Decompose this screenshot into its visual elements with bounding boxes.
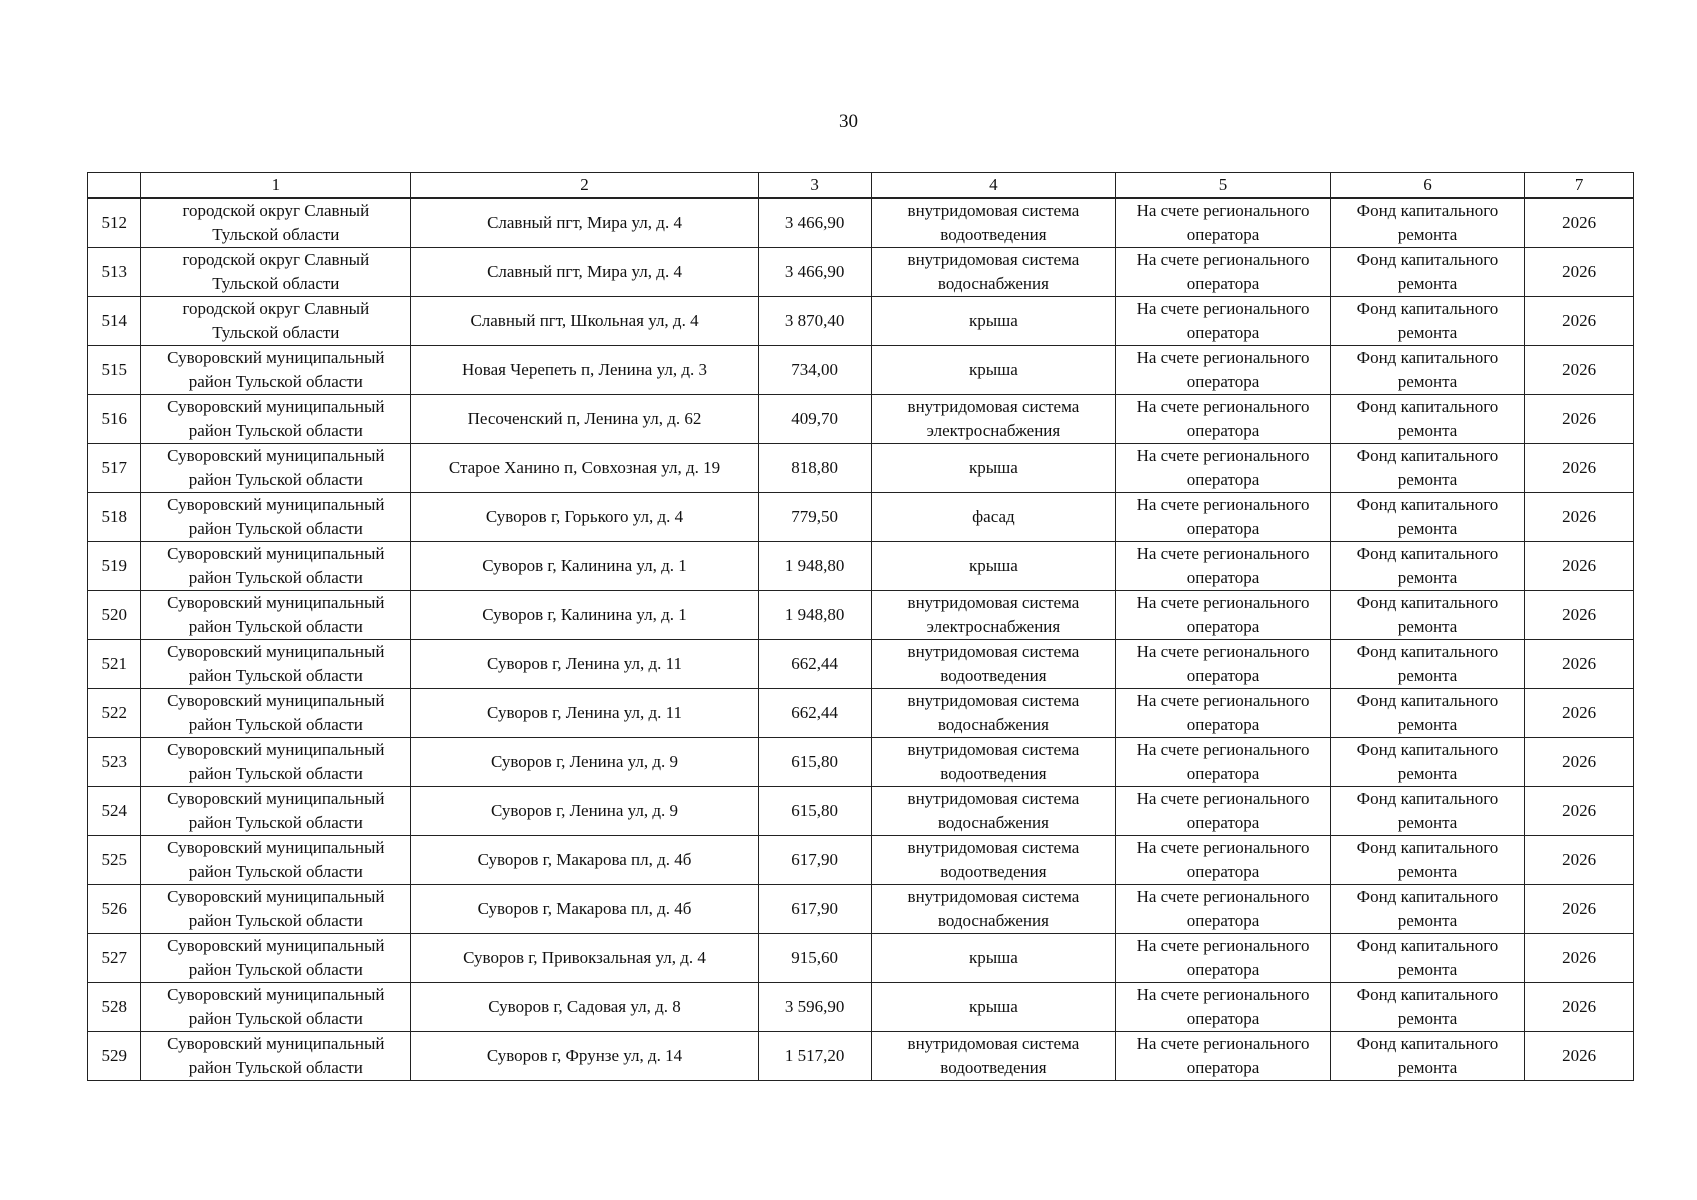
funding-source-cell: Фонд капитального ремонта: [1330, 591, 1524, 640]
work-type-cell: крыша: [871, 983, 1116, 1032]
area-cell: 615,80: [758, 738, 871, 787]
area-cell: 3 870,40: [758, 297, 871, 346]
funding-source-cell: Фонд капитального ремонта: [1330, 689, 1524, 738]
funding-source-cell: Фонд капитального ремонта: [1330, 836, 1524, 885]
address-cell: Суворов г, Ленина ул, д. 9: [411, 787, 758, 836]
work-type-cell: крыша: [871, 346, 1116, 395]
table-row: [88, 444, 1634, 493]
table-row: [88, 689, 1634, 738]
fund-account-cell: На счете регионального оператора: [1116, 591, 1331, 640]
area-cell: 1 517,20: [758, 1032, 871, 1081]
year-cell: 2026: [1525, 297, 1634, 346]
table-body: [88, 198, 1634, 1081]
table-row: [88, 640, 1634, 689]
header-cell-1: 1: [141, 173, 411, 199]
fund-account-cell: На счете регионального оператора: [1116, 836, 1331, 885]
header-cell-4: 4: [871, 173, 1116, 199]
row-number-cell: 518: [88, 493, 141, 542]
funding-source-cell: Фонд капитального ремонта: [1330, 1032, 1524, 1081]
fund-account-cell: На счете регионального оператора: [1116, 983, 1331, 1032]
area-cell: 915,60: [758, 934, 871, 983]
municipality-cell: городской округ Славный Тульской области: [141, 297, 411, 346]
capital-repair-table: [87, 172, 1634, 1081]
work-type-cell: крыша: [871, 542, 1116, 591]
fund-account-cell: На счете регионального оператора: [1116, 395, 1331, 444]
table-header-row: [88, 173, 1634, 199]
municipality-cell: Суворовский муниципальный район Тульской области: [141, 346, 411, 395]
row-number-cell: 526: [88, 885, 141, 934]
row-number-cell: 515: [88, 346, 141, 395]
fund-account-cell: На счете регионального оператора: [1116, 1032, 1331, 1081]
address-cell: Славный пгт, Мира ул, д. 4: [411, 248, 758, 297]
work-type-cell: внутридомовая система водоснабжения: [871, 787, 1116, 836]
work-type-cell: внутридомовая система электроснабжения: [871, 395, 1116, 444]
work-type-cell: крыша: [871, 297, 1116, 346]
fund-account-cell: На счете регионального оператора: [1116, 689, 1331, 738]
table-row: [88, 346, 1634, 395]
funding-source-cell: Фонд капитального ремонта: [1330, 542, 1524, 591]
table-row: [88, 591, 1634, 640]
row-number-cell: 529: [88, 1032, 141, 1081]
municipality-cell: Суворовский муниципальный район Тульской области: [141, 395, 411, 444]
row-number-cell: 522: [88, 689, 141, 738]
work-type-cell: фасад: [871, 493, 1116, 542]
row-number-cell: 525: [88, 836, 141, 885]
fund-account-cell: На счете регионального оператора: [1116, 787, 1331, 836]
area-cell: 1 948,80: [758, 591, 871, 640]
row-number-cell: 512: [88, 198, 141, 248]
address-cell: Суворов г, Макарова пл, д. 4б: [411, 885, 758, 934]
header-cell-3: 3: [758, 173, 871, 199]
fund-account-cell: На счете регионального оператора: [1116, 493, 1331, 542]
row-number-cell: 524: [88, 787, 141, 836]
year-cell: 2026: [1525, 346, 1634, 395]
header-cell-2: 2: [411, 173, 758, 199]
funding-source-cell: Фонд капитального ремонта: [1330, 787, 1524, 836]
address-cell: Песоченский п, Ленина ул, д. 62: [411, 395, 758, 444]
area-cell: 3 466,90: [758, 198, 871, 248]
fund-account-cell: На счете регионального оператора: [1116, 542, 1331, 591]
year-cell: 2026: [1525, 738, 1634, 787]
fund-account-cell: На счете регионального оператора: [1116, 885, 1331, 934]
table-row: [88, 198, 1634, 248]
funding-source-cell: Фонд капитального ремонта: [1330, 395, 1524, 444]
table-row: [88, 542, 1634, 591]
municipality-cell: Суворовский муниципальный район Тульской области: [141, 542, 411, 591]
fund-account-cell: На счете регионального оператора: [1116, 248, 1331, 297]
table-row: [88, 297, 1634, 346]
fund-account-cell: На счете регионального оператора: [1116, 346, 1331, 395]
area-cell: 3 596,90: [758, 983, 871, 1032]
row-number-cell: 520: [88, 591, 141, 640]
funding-source-cell: Фонд капитального ремонта: [1330, 934, 1524, 983]
funding-source-cell: Фонд капитального ремонта: [1330, 444, 1524, 493]
year-cell: 2026: [1525, 198, 1634, 248]
area-cell: 818,80: [758, 444, 871, 493]
address-cell: Суворов г, Горького ул, д. 4: [411, 493, 758, 542]
funding-source-cell: Фонд капитального ремонта: [1330, 346, 1524, 395]
year-cell: 2026: [1525, 640, 1634, 689]
work-type-cell: внутридомовая система электроснабжения: [871, 591, 1116, 640]
table-row: [88, 836, 1634, 885]
table-row: [88, 493, 1634, 542]
year-cell: 2026: [1525, 885, 1634, 934]
work-type-cell: внутридомовая система водоотведения: [871, 836, 1116, 885]
municipality-cell: городской округ Славный Тульской области: [141, 248, 411, 297]
page-number: 30: [839, 111, 858, 132]
address-cell: Суворов г, Привокзальная ул, д. 4: [411, 934, 758, 983]
table-row: [88, 787, 1634, 836]
year-cell: 2026: [1525, 983, 1634, 1032]
area-cell: 662,44: [758, 689, 871, 738]
address-cell: Славный пгт, Мира ул, д. 4: [411, 198, 758, 248]
year-cell: 2026: [1525, 1032, 1634, 1081]
address-cell: Суворов г, Ленина ул, д. 9: [411, 738, 758, 787]
year-cell: 2026: [1525, 934, 1634, 983]
fund-account-cell: На счете регионального оператора: [1116, 738, 1331, 787]
funding-source-cell: Фонд капитального ремонта: [1330, 983, 1524, 1032]
table-row: [88, 934, 1634, 983]
address-cell: Славный пгт, Школьная ул, д. 4: [411, 297, 758, 346]
row-number-cell: 528: [88, 983, 141, 1032]
row-number-cell: 516: [88, 395, 141, 444]
fund-account-cell: На счете регионального оператора: [1116, 297, 1331, 346]
header-cell-6: 6: [1330, 173, 1524, 199]
address-cell: Суворов г, Садовая ул, д. 8: [411, 983, 758, 1032]
table-row: [88, 885, 1634, 934]
year-cell: 2026: [1525, 542, 1634, 591]
area-cell: 617,90: [758, 885, 871, 934]
municipality-cell: Суворовский муниципальный район Тульской области: [141, 787, 411, 836]
work-type-cell: внутридомовая система водоотведения: [871, 198, 1116, 248]
year-cell: 2026: [1525, 787, 1634, 836]
work-type-cell: внутридомовая система водоснабжения: [871, 885, 1116, 934]
area-cell: 662,44: [758, 640, 871, 689]
funding-source-cell: Фонд капитального ремонта: [1330, 738, 1524, 787]
row-number-cell: 521: [88, 640, 141, 689]
municipality-cell: Суворовский муниципальный район Тульской области: [141, 640, 411, 689]
address-cell: Суворов г, Ленина ул, д. 11: [411, 689, 758, 738]
table-row: [88, 395, 1634, 444]
funding-source-cell: Фонд капитального ремонта: [1330, 198, 1524, 248]
municipality-cell: Суворовский муниципальный район Тульской области: [141, 738, 411, 787]
row-number-cell: 514: [88, 297, 141, 346]
municipality-cell: Суворовский муниципальный район Тульской области: [141, 983, 411, 1032]
address-cell: Суворов г, Калинина ул, д. 1: [411, 591, 758, 640]
year-cell: 2026: [1525, 836, 1634, 885]
municipality-cell: Суворовский муниципальный район Тульской области: [141, 836, 411, 885]
work-type-cell: внутридомовая система водоснабжения: [871, 689, 1116, 738]
address-cell: Суворов г, Ленина ул, д. 11: [411, 640, 758, 689]
area-cell: 734,00: [758, 346, 871, 395]
municipality-cell: Суворовский муниципальный район Тульской области: [141, 689, 411, 738]
fund-account-cell: На счете регионального оператора: [1116, 934, 1331, 983]
table-row: [88, 1032, 1634, 1081]
address-cell: Суворов г, Калинина ул, д. 1: [411, 542, 758, 591]
municipality-cell: Суворовский муниципальный район Тульской области: [141, 493, 411, 542]
row-number-cell: 517: [88, 444, 141, 493]
municipality-cell: городской округ Славный Тульской области: [141, 198, 411, 248]
area-cell: 1 948,80: [758, 542, 871, 591]
address-cell: Новая Черепеть п, Ленина ул, д. 3: [411, 346, 758, 395]
area-cell: 615,80: [758, 787, 871, 836]
municipality-cell: Суворовский муниципальный район Тульской области: [141, 934, 411, 983]
work-type-cell: внутридомовая система водоотведения: [871, 738, 1116, 787]
row-number-cell: 523: [88, 738, 141, 787]
row-number-cell: 513: [88, 248, 141, 297]
fund-account-cell: На счете регионального оператора: [1116, 198, 1331, 248]
row-number-cell: 519: [88, 542, 141, 591]
year-cell: 2026: [1525, 493, 1634, 542]
funding-source-cell: Фонд капитального ремонта: [1330, 493, 1524, 542]
year-cell: 2026: [1525, 395, 1634, 444]
year-cell: 2026: [1525, 444, 1634, 493]
work-type-cell: внутридомовая система водоотведения: [871, 640, 1116, 689]
table-row: [88, 983, 1634, 1032]
year-cell: 2026: [1525, 248, 1634, 297]
work-type-cell: крыша: [871, 934, 1116, 983]
header-cell-row-number: [88, 173, 141, 199]
municipality-cell: Суворовский муниципальный район Тульской области: [141, 444, 411, 493]
area-cell: 779,50: [758, 493, 871, 542]
work-type-cell: крыша: [871, 444, 1116, 493]
municipality-cell: Суворовский муниципальный район Тульской области: [141, 1032, 411, 1081]
year-cell: 2026: [1525, 689, 1634, 738]
funding-source-cell: Фонд капитального ремонта: [1330, 885, 1524, 934]
row-number-cell: 527: [88, 934, 141, 983]
address-cell: Старое Ханино п, Совхозная ул, д. 19: [411, 444, 758, 493]
header-cell-7: 7: [1525, 173, 1634, 199]
funding-source-cell: Фонд капитального ремонта: [1330, 640, 1524, 689]
area-cell: 409,70: [758, 395, 871, 444]
header-cell-5: 5: [1116, 173, 1331, 199]
municipality-cell: Суворовский муниципальный район Тульской области: [141, 591, 411, 640]
area-cell: 617,90: [758, 836, 871, 885]
table-row: [88, 248, 1634, 297]
funding-source-cell: Фонд капитального ремонта: [1330, 248, 1524, 297]
address-cell: Суворов г, Макарова пл, д. 4б: [411, 836, 758, 885]
funding-source-cell: Фонд капитального ремонта: [1330, 297, 1524, 346]
address-cell: Суворов г, Фрунзе ул, д. 14: [411, 1032, 758, 1081]
fund-account-cell: На счете регионального оператора: [1116, 640, 1331, 689]
area-cell: 3 466,90: [758, 248, 871, 297]
table-row: [88, 738, 1634, 787]
fund-account-cell: На счете регионального оператора: [1116, 444, 1331, 493]
work-type-cell: внутридомовая система водоснабжения: [871, 248, 1116, 297]
year-cell: 2026: [1525, 591, 1634, 640]
work-type-cell: внутридомовая система водоотведения: [871, 1032, 1116, 1081]
municipality-cell: Суворовский муниципальный район Тульской области: [141, 885, 411, 934]
